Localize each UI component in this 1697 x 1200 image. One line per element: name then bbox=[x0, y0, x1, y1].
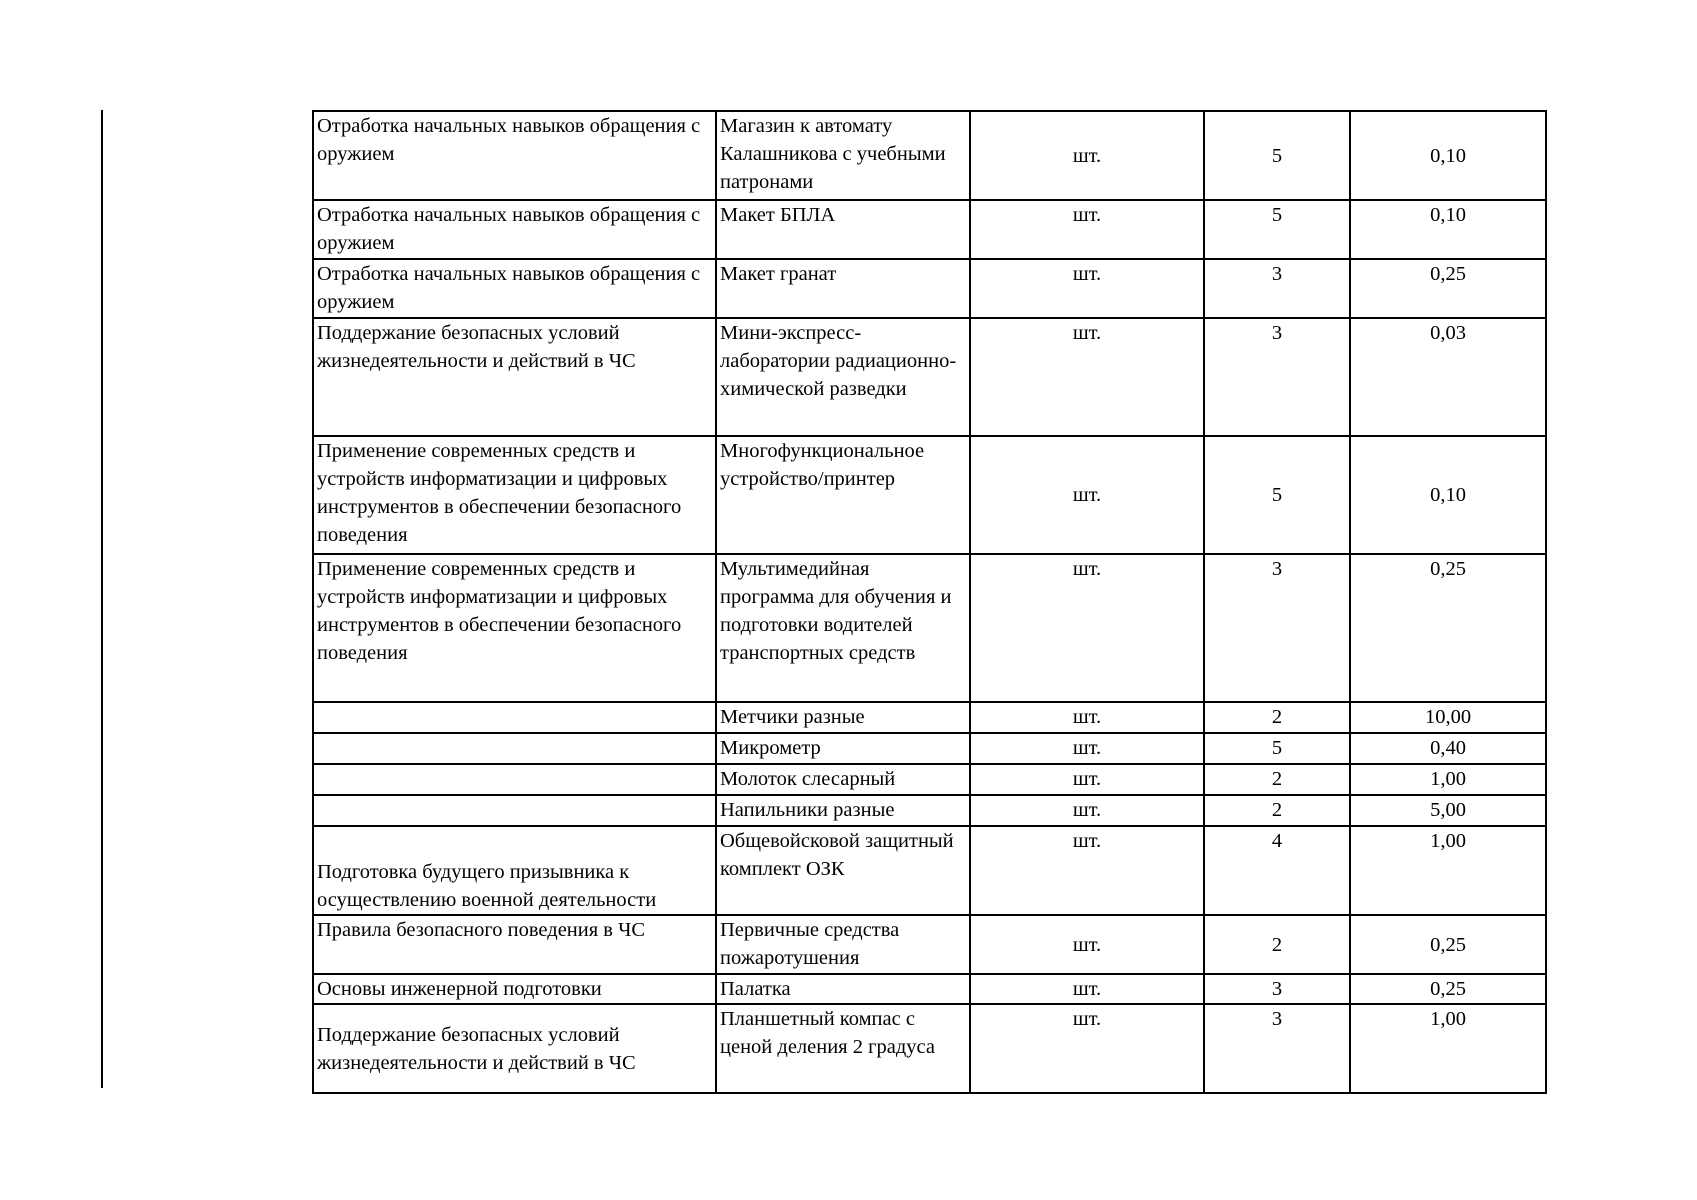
topic-cell: Применение современных средств и устройств информатизации и цифровых инструментов в обеспечении безопасного поведения bbox=[313, 554, 716, 702]
unit-cell: шт. bbox=[970, 826, 1204, 915]
rate-cell: 0,40 bbox=[1350, 733, 1546, 764]
table-row bbox=[313, 200, 1546, 259]
item-name-cell: Макет БПЛА bbox=[716, 200, 970, 259]
item-name-cell: Мини-экспресс-лаборатории радиационно-химической разведки bbox=[716, 318, 970, 436]
unit-cell: шт. bbox=[970, 436, 1204, 554]
rate-cell: 5,00 bbox=[1350, 795, 1546, 826]
table-row bbox=[313, 436, 1546, 554]
rate-cell: 0,10 bbox=[1350, 200, 1546, 259]
quantity-cell: 2 bbox=[1204, 764, 1350, 795]
topic-cell: Правила безопасного поведения в ЧС bbox=[313, 915, 716, 974]
quantity-cell: 2 bbox=[1204, 795, 1350, 826]
table-row bbox=[313, 554, 1546, 702]
rate-cell: 0,03 bbox=[1350, 318, 1546, 436]
quantity-cell: 3 bbox=[1204, 554, 1350, 702]
table-row bbox=[313, 1004, 1546, 1093]
item-name-cell: Напильники разные bbox=[716, 795, 970, 826]
item-name-cell: Мультимедийная программа для обучения и подготовки водителей транспортных средств bbox=[716, 554, 970, 702]
rate-cell: 1,00 bbox=[1350, 764, 1546, 795]
quantity-cell: 5 bbox=[1204, 111, 1350, 200]
topic-cell bbox=[313, 702, 716, 733]
unit-cell: шт. bbox=[970, 795, 1204, 826]
page-margin-line bbox=[101, 110, 103, 1088]
table-row bbox=[313, 974, 1546, 1004]
item-name-cell: Планшетный компас с ценой деления 2 градуса bbox=[716, 1004, 970, 1093]
item-name-cell: Палатка bbox=[716, 974, 970, 1004]
table-row bbox=[313, 764, 1546, 795]
topic-cell: Поддержание безопасных условий жизнедеятельности и действий в ЧС bbox=[313, 318, 716, 436]
topic-cell: Применение современных средств и устройств информатизации и цифровых инструментов в обеспечении безопасного поведения bbox=[313, 436, 716, 554]
table-row bbox=[313, 111, 1546, 200]
topic-cell: Подготовка будущего призывника к осуществлению военной деятельности bbox=[313, 826, 716, 915]
unit-cell: шт. bbox=[970, 915, 1204, 974]
quantity-cell: 5 bbox=[1204, 200, 1350, 259]
topic-cell bbox=[313, 764, 716, 795]
table-row bbox=[313, 795, 1546, 826]
topic-cell: Отработка начальных навыков обращения с оружием bbox=[313, 111, 716, 200]
quantity-cell: 5 bbox=[1204, 436, 1350, 554]
item-name-cell: Молоток слесарный bbox=[716, 764, 970, 795]
table-row bbox=[313, 915, 1546, 974]
unit-cell: шт. bbox=[970, 318, 1204, 436]
rate-cell: 0,25 bbox=[1350, 915, 1546, 974]
rate-cell: 0,25 bbox=[1350, 554, 1546, 702]
unit-cell: шт. bbox=[970, 200, 1204, 259]
topic-cell: Основы инженерной подготовки bbox=[313, 974, 716, 1004]
item-name-cell: Многофункциональное устройство/принтер bbox=[716, 436, 970, 554]
rate-cell: 1,00 bbox=[1350, 1004, 1546, 1093]
item-name-cell: Микрометр bbox=[716, 733, 970, 764]
item-name-cell: Общевойсковой защитный комплект ОЗК bbox=[716, 826, 970, 915]
item-name-cell: Макет гранат bbox=[716, 259, 970, 318]
rate-cell: 1,00 bbox=[1350, 826, 1546, 915]
quantity-cell: 4 bbox=[1204, 826, 1350, 915]
rate-cell: 0,10 bbox=[1350, 436, 1546, 554]
unit-cell: шт. bbox=[970, 1004, 1204, 1093]
unit-cell: шт. bbox=[970, 554, 1204, 702]
rate-cell: 0,10 bbox=[1350, 111, 1546, 200]
quantity-cell: 2 bbox=[1204, 702, 1350, 733]
quantity-cell: 3 bbox=[1204, 259, 1350, 318]
item-name-cell: Метчики разные bbox=[716, 702, 970, 733]
rate-cell: 0,25 bbox=[1350, 974, 1546, 1004]
rate-cell: 0,25 bbox=[1350, 259, 1546, 318]
quantity-cell: 5 bbox=[1204, 733, 1350, 764]
unit-cell: шт. bbox=[970, 974, 1204, 1004]
table-row bbox=[313, 733, 1546, 764]
topic-cell: Поддержание безопасных условий жизнедеятельности и действий в ЧС bbox=[313, 1004, 716, 1093]
quantity-cell: 2 bbox=[1204, 915, 1350, 974]
table-row bbox=[313, 702, 1546, 733]
item-name-cell: Магазин к автомату Калашникова с учебными патронами bbox=[716, 111, 970, 200]
topic-cell: Отработка начальных навыков обращения с оружием bbox=[313, 259, 716, 318]
quantity-cell: 3 bbox=[1204, 318, 1350, 436]
topic-cell bbox=[313, 733, 716, 764]
unit-cell: шт. bbox=[970, 259, 1204, 318]
table-row bbox=[313, 318, 1546, 436]
unit-cell: шт. bbox=[970, 764, 1204, 795]
quantity-cell: 3 bbox=[1204, 974, 1350, 1004]
table-row bbox=[313, 259, 1546, 318]
topic-cell: Отработка начальных навыков обращения с оружием bbox=[313, 200, 716, 259]
table-row bbox=[313, 826, 1546, 915]
unit-cell: шт. bbox=[970, 702, 1204, 733]
unit-cell: шт. bbox=[970, 111, 1204, 200]
equipment-table bbox=[312, 110, 1547, 1094]
rate-cell: 10,00 bbox=[1350, 702, 1546, 733]
topic-cell bbox=[313, 795, 716, 826]
item-name-cell: Первичные средства пожаротушения bbox=[716, 915, 970, 974]
unit-cell: шт. bbox=[970, 733, 1204, 764]
quantity-cell: 3 bbox=[1204, 1004, 1350, 1093]
